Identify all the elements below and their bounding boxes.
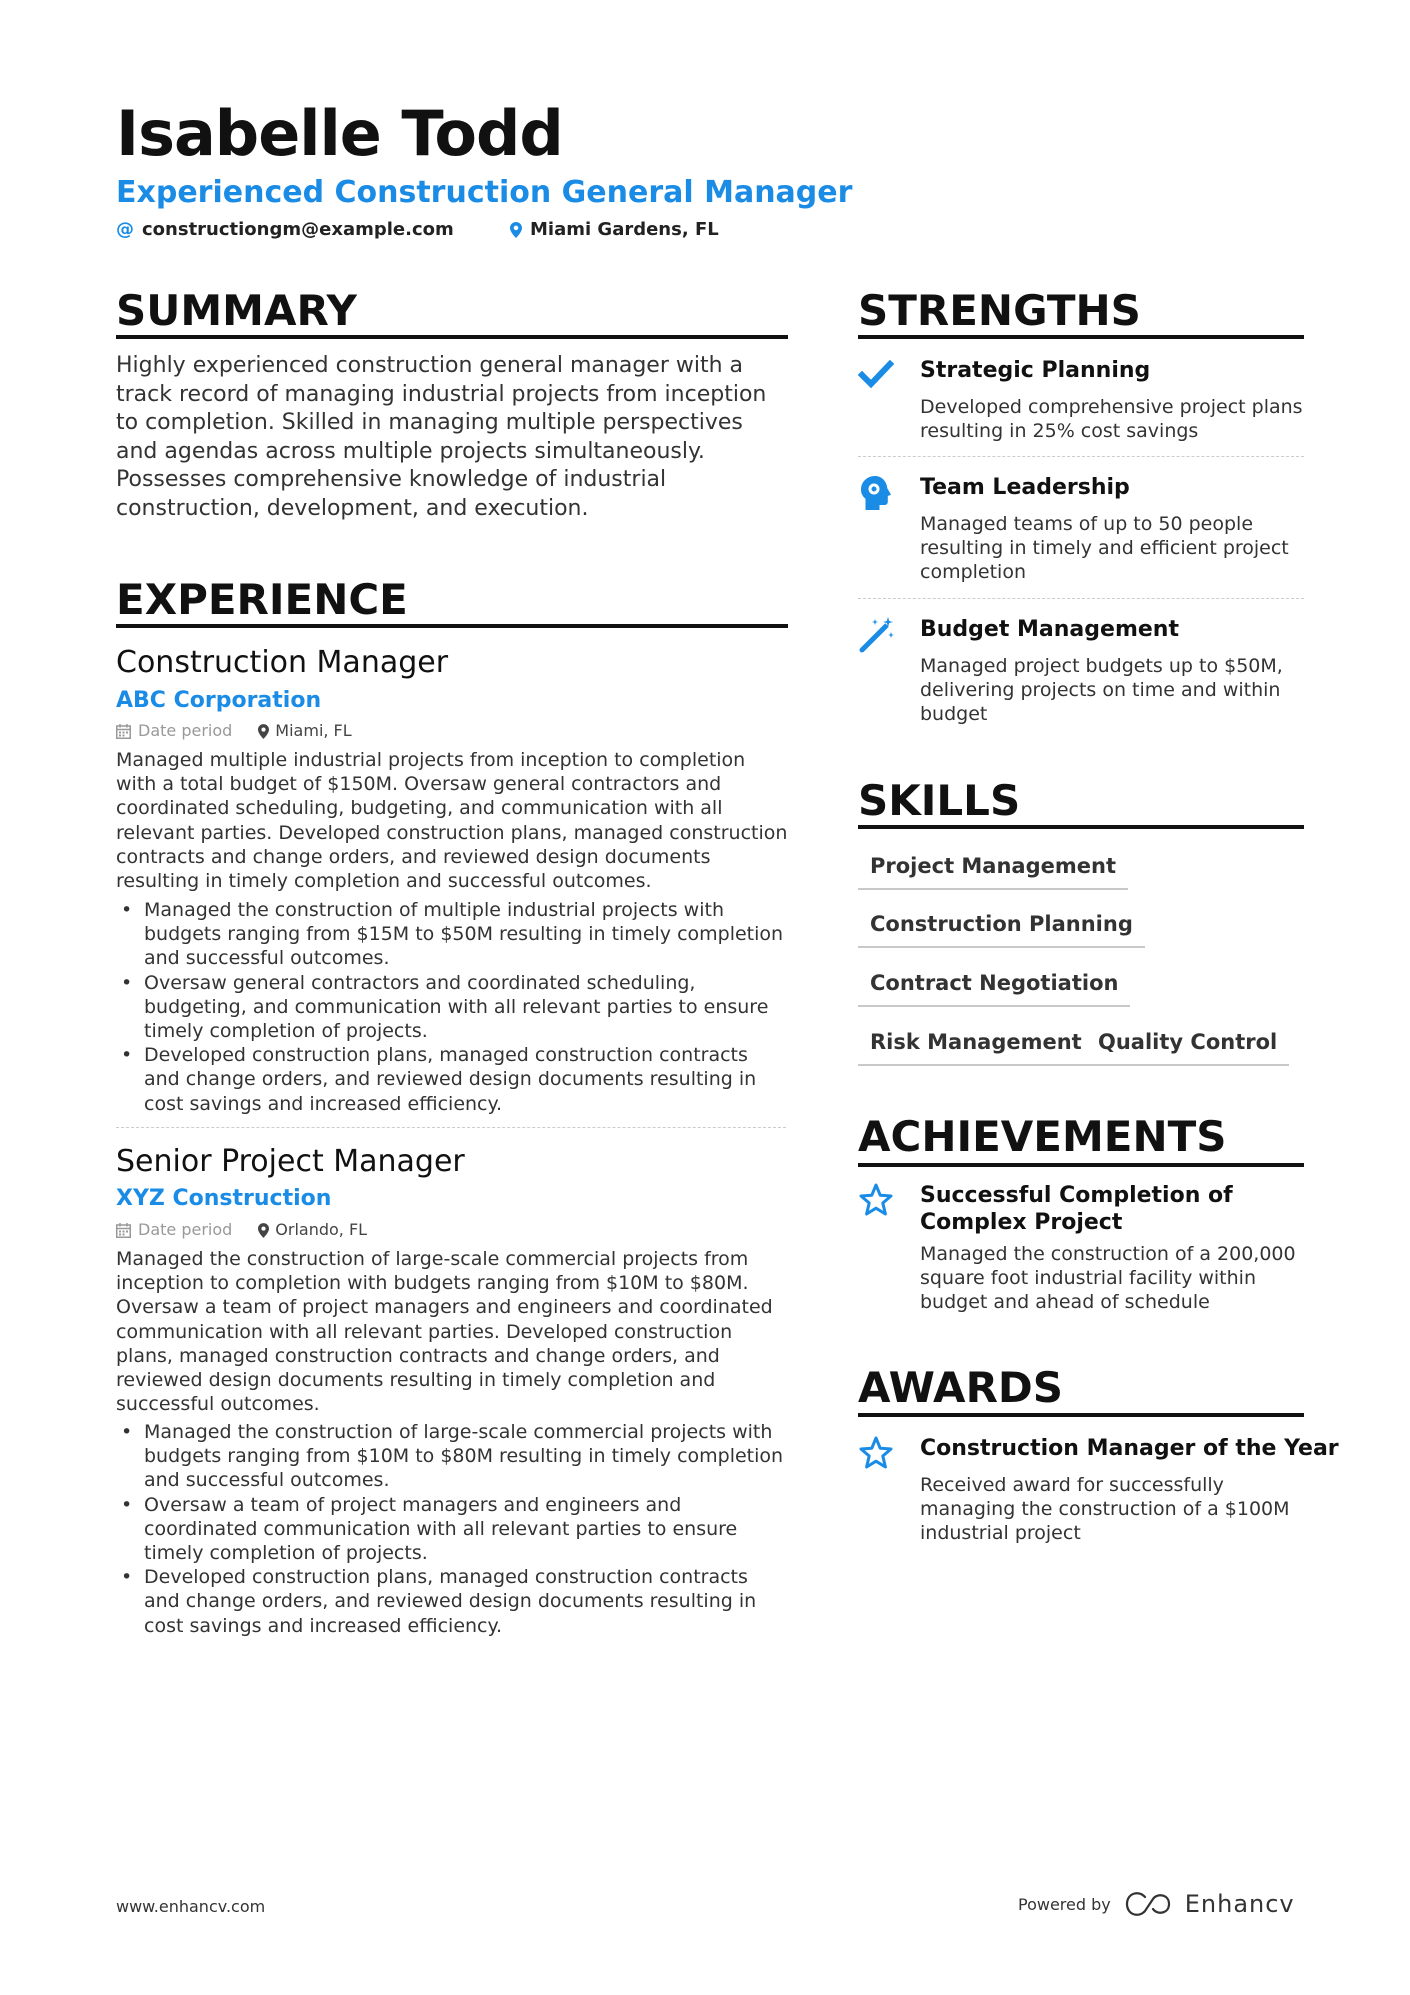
awards-heading: AWARDS [858,1363,1064,1412]
job-company[interactable]: ABC Corporation [116,688,322,713]
location-pin-icon [258,1223,269,1238]
contact-location [510,218,719,242]
job-date: Date period [116,1219,232,1241]
job-description: Managed multiple industrial projects from inception to completion with a total budget of $150M. Oversaw general contractors and coordinated scheduling, budgeting, and communication with all relevant parties. Developed construction plans, managed construction contracts and change orders, and reviewed design documents resulting in timely completion and successful outcomes. [116,749,788,893]
job-meta [116,720,352,742]
summary-rule [116,335,788,339]
strength-title: Budget Management [920,617,1179,642]
job-bullet: • Managed the construction of large-scale commercial projects with budgets ranging from $10M to $80M resulting in timely completion and successful outcomes. [116,1420,788,1493]
job-date: Date period [116,720,232,742]
skill-tag: Construction Planning [858,910,1145,948]
job-role: Senior Project Manager [116,1144,465,1179]
footer-branding[interactable] [1018,1890,1295,1918]
strength-title: Strategic Planning [920,358,1151,383]
award-description: Received award for successfully managing the construction of a $100M industrial project [920,1474,1290,1545]
award-title: Construction Manager of the Year [920,1436,1339,1461]
job-company[interactable]: XYZ Construction [116,1186,332,1211]
strength-divider [858,598,1304,599]
job-bullets [116,1420,788,1638]
achievement-description: Managed the construction of a 200,000 square foot industrial facility within budget and ahead of schedule [920,1243,1296,1314]
job-bullet: • Oversaw general contractors and coordinated scheduling, budgeting, and communication with all relevant parties to ensure timely completion of projects. [116,971,788,1044]
job-role: Construction Manager [116,645,449,680]
skill-tag: Contract Negotiation [858,969,1130,1007]
powered-by-label: Powered by [1018,1894,1111,1914]
candidate-name: Isabelle Todd [116,97,563,170]
star-icon [858,1182,898,1222]
job-bullet: • Developed construction plans, managed construction contracts and change orders, and reviewed design documents resulting in cost savings and increased efficiency. [116,1565,788,1638]
job-bullet: • Managed the construction of multiple industrial projects with budgets ranging from $15M to $50M resulting in timely completion and successful outcomes. [116,898,788,971]
location-pin-icon [510,222,522,238]
skill-tag: Risk Management [858,1028,1094,1066]
experience-rule [116,624,788,628]
summary-text: Highly experienced construction general manager with a track record of managing industrial projects from inception to completion. Skilled in managing multiple perspectives and agendas across multiple projects simultaneously. Possesses comprehensive knowledge of industrial construction, development, and execution. [116,353,767,521]
candidate-title: Experienced Construction General Manager [116,175,853,210]
strength-description: Developed comprehensive project plans resulting in 25% cost savings [920,396,1303,443]
job-location: Orlando, FL [258,1219,367,1241]
brand-name: Enhancv [1184,1890,1295,1918]
job-description: Managed the construction of large-scale commercial projects from inception to completion with budgets ranging from $10M to $80M. Oversaw a team of project managers and engineers and coordinated communication with all relevant parties. Developed construction plans, managed construction contracts and change orders, and reviewed design documents resulting in timely completion and successful outcomes. [116,1248,773,1416]
achievement-title: Successful Completion of Complex Project [920,1183,1233,1235]
skills-rule [858,825,1304,829]
email-text: constructiongm@example.com [142,219,454,240]
at-icon: @ [116,219,134,240]
enhancv-logo-icon [1125,1891,1171,1917]
calendar-icon [116,1223,131,1238]
location-pin-icon [258,724,269,739]
skills-heading: SKILLS [858,776,1021,825]
strength-description: Managed teams of up to 50 people resulting in timely and efficient project completion [920,513,1289,584]
job-bullet: • Developed construction plans, managed construction contracts and change orders, and reviewed design documents resulting in cost savings and increased efficiency. [116,1043,788,1116]
star-icon [858,1435,898,1475]
skill-tag: Quality Control [1086,1028,1289,1066]
awards-rule [858,1413,1304,1417]
strength-title: Team Leadership [920,475,1130,500]
achievements-heading: ACHIEVEMENTS [858,1112,1227,1161]
head-icon [858,474,898,514]
footer-website[interactable]: www.enhancv.com [116,1897,266,1916]
location-text: Miami Gardens, FL [530,219,719,240]
summary-heading: SUMMARY [116,286,357,335]
strength-divider [858,456,1304,457]
magic-wand-icon [858,616,898,656]
job-location: Miami, FL [258,720,351,742]
skill-tag: Project Management [858,852,1128,890]
achievements-rule [858,1163,1304,1167]
strengths-heading: STRENGTHS [858,286,1141,335]
checkmark-icon [858,357,898,397]
job-meta [116,1219,367,1241]
strengths-rule [858,335,1304,339]
job-bullet: • Oversaw a team of project managers and engineers and coordinated communication with all relevant parties to ensure timely completion of projects. [116,1493,788,1566]
job-bullets [116,898,788,1116]
calendar-icon [116,724,131,739]
contact-email[interactable] [116,218,454,242]
job-divider [116,1127,786,1128]
strength-description: Managed project budgets up to $50M, delivering projects on time and within budget [920,655,1283,726]
experience-heading: EXPERIENCE [116,575,408,624]
